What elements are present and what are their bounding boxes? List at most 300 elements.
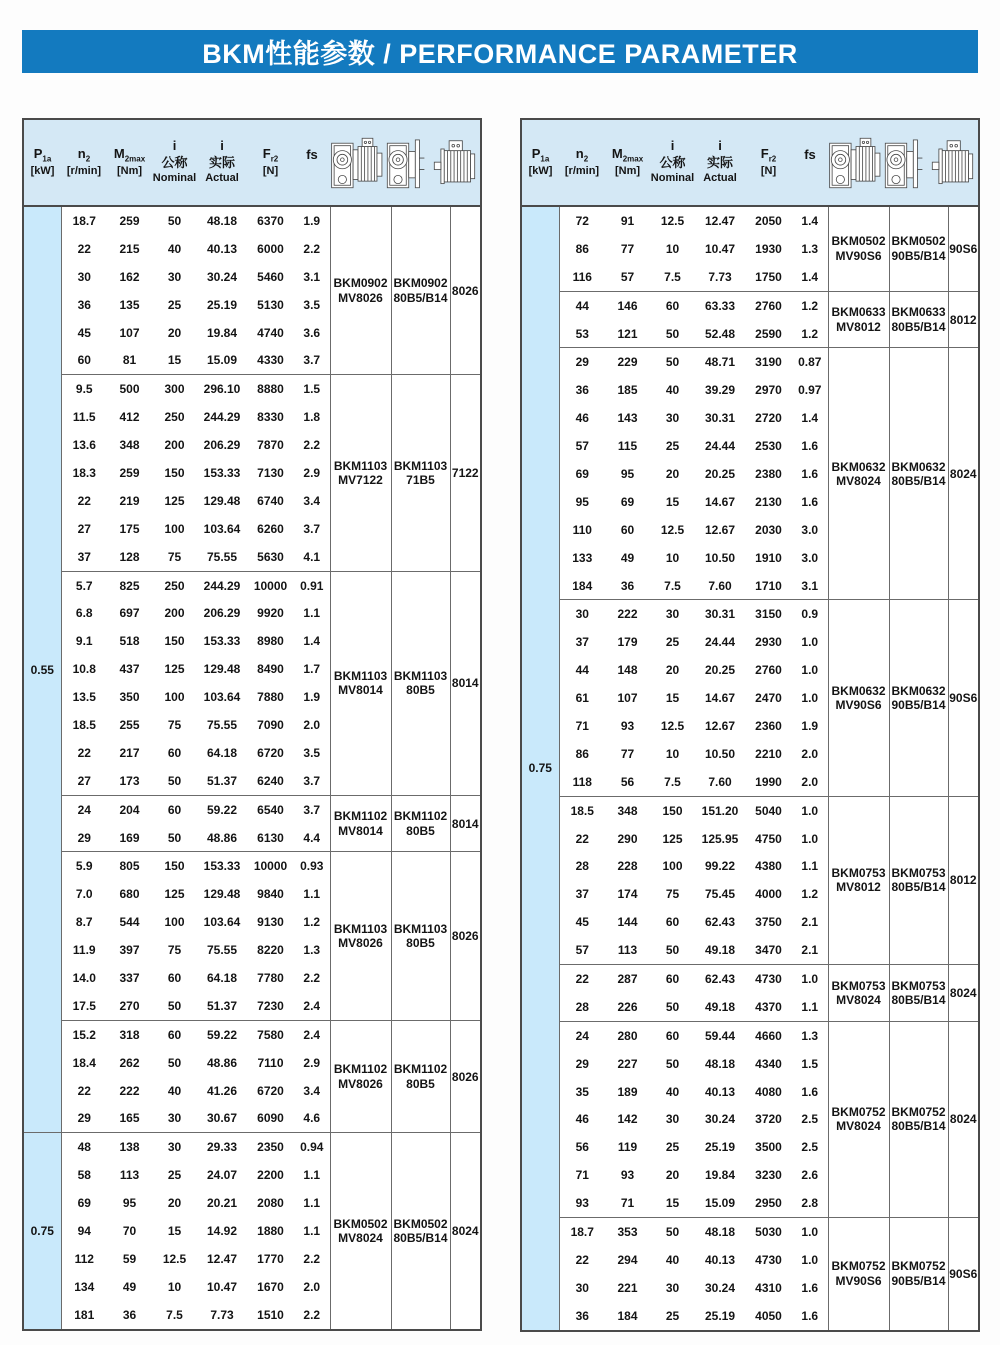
n2-cell: 30 xyxy=(575,1280,589,1295)
i-nominal-cell: 125 xyxy=(164,662,185,677)
model-line: BKM1103 xyxy=(393,921,448,936)
fr2-cell: 3720 xyxy=(755,1112,782,1127)
n2-cell: 44 xyxy=(559,291,605,319)
i-nominal-cell: 50 xyxy=(167,998,182,1013)
n2-cell: 18.3 xyxy=(72,465,96,480)
model-line: BKM0502 xyxy=(831,234,886,249)
n2-cell: 57 xyxy=(575,439,589,454)
fs-cell: 0.91 xyxy=(294,571,330,599)
i-nominal-cell: 100 xyxy=(662,859,683,874)
n2-cell: 60 xyxy=(77,353,91,368)
i-nominal-cell: 50 xyxy=(665,1056,680,1071)
n2-cell: 181 xyxy=(74,1307,95,1322)
i-actual-cell: 75.55 xyxy=(206,549,238,564)
i-nominal-cell: 15 xyxy=(167,353,182,368)
table-row xyxy=(23,852,481,880)
m2max-cell: 280 xyxy=(605,1021,650,1049)
fs-cell: 1.1 xyxy=(294,599,330,627)
fr2-cell: 1910 xyxy=(755,550,782,565)
fr2-cell: 4330 xyxy=(257,353,284,368)
fs-cell: 1.8 xyxy=(294,403,330,431)
i-nominal-cell: 10 xyxy=(665,241,680,256)
n2-cell: 15.2 xyxy=(61,1020,107,1048)
i-nominal-cell: 75 xyxy=(665,887,680,902)
power-cell: 0.55 xyxy=(23,206,61,1133)
i-actual-cell: 51.37 xyxy=(206,773,238,788)
m2max-cell: 138 xyxy=(107,1133,152,1161)
column-symbol: $M_{2max}$ xyxy=(113,145,146,164)
fr2-cell: 2970 xyxy=(755,383,782,398)
column-unit: Actual xyxy=(703,172,737,185)
fr2-cell: 5030 xyxy=(745,1218,792,1246)
fr2-cell: 8490 xyxy=(257,662,284,677)
m2max-cell: 119 xyxy=(617,1140,638,1155)
motor-size-cell: 8012 xyxy=(948,291,979,348)
column-unit: [Nm] xyxy=(116,165,143,178)
column-unit: Nominal xyxy=(152,172,197,185)
n2-cell: 10.8 xyxy=(72,662,96,677)
m2max-cell: 165 xyxy=(119,1111,140,1126)
fs-cell: 1.3 xyxy=(294,936,330,964)
n2-cell: 36 xyxy=(575,1308,589,1323)
i-nominal-cell: 150 xyxy=(152,852,197,880)
model-flange-cell xyxy=(391,852,450,1020)
fs-cell: 1.6 xyxy=(792,1274,828,1302)
m2max-cell: 318 xyxy=(107,1020,152,1048)
n2-cell: 72 xyxy=(575,213,589,228)
table-row xyxy=(521,1021,979,1049)
i-nominal-cell: 10 xyxy=(665,746,680,761)
fr2-cell: 8330 xyxy=(257,410,284,425)
model-line: BKM0902 xyxy=(333,276,388,291)
fs-cell: 1.1 xyxy=(294,1189,330,1217)
fr2-cell: 1510 xyxy=(257,1307,284,1322)
fs-cell: 1.9 xyxy=(294,206,330,235)
n2-cell: 93 xyxy=(575,1196,589,1211)
model-line: BKM0753 xyxy=(831,865,886,880)
n2-cell: 22 xyxy=(77,745,91,760)
m2max-cell: 69 xyxy=(620,494,635,509)
fs-cell: 3.4 xyxy=(294,1077,330,1105)
n2-cell: 44 xyxy=(575,663,589,678)
column-header-m2max xyxy=(605,119,650,206)
fs-cell: 1.5 xyxy=(792,1050,828,1078)
n2-cell: 116 xyxy=(572,269,592,284)
column-unit: [N] xyxy=(262,165,279,178)
model-flange-cell xyxy=(391,795,450,852)
table-row xyxy=(521,965,979,993)
m2max-cell: 95 xyxy=(620,466,635,481)
m2max-cell: 255 xyxy=(119,717,140,732)
model-line: BKM0632 xyxy=(891,683,946,698)
fs-cell: 2.1 xyxy=(792,936,828,964)
m2max-cell: 219 xyxy=(119,493,140,508)
n2-cell: 27 xyxy=(77,773,91,788)
i-nominal-cell: 100 xyxy=(164,690,185,705)
column-unit: [r/min] xyxy=(564,165,600,178)
i-actual-cell: 25.19 xyxy=(704,1140,736,1155)
m2max-cell: 59 xyxy=(122,1251,137,1266)
n2-cell: 5.7 xyxy=(61,571,107,599)
fs-cell: 2.6 xyxy=(792,1161,828,1189)
i-actual-cell: 48.71 xyxy=(695,348,745,376)
i-nominal-cell: 125 xyxy=(662,831,683,846)
i-nominal-cell: 15 xyxy=(167,1224,182,1238)
i-actual-cell: 40.13 xyxy=(704,1252,736,1267)
m2max-cell: 215 xyxy=(119,241,140,256)
i-actual-cell: 7.60 xyxy=(708,774,732,789)
m2max-cell: 204 xyxy=(107,795,152,823)
model-gearmotor-cell xyxy=(828,291,889,348)
n2-cell: 9.1 xyxy=(75,634,93,649)
fr2-cell: 10000 xyxy=(247,852,294,880)
model-line: BKM0753 xyxy=(891,978,946,993)
fr2-cell: 6720 xyxy=(257,745,284,760)
fr2-cell: 6740 xyxy=(257,493,284,508)
model-line: MV90S6 xyxy=(835,698,882,713)
model-line: MV8026 xyxy=(338,290,383,305)
fr2-cell: 3230 xyxy=(755,1168,782,1183)
m2max-cell: 77 xyxy=(620,241,635,256)
i-actual-cell: 30.31 xyxy=(704,411,736,426)
n2-cell: 184 xyxy=(572,578,593,593)
fr2-cell: 2050 xyxy=(755,213,782,228)
model-line: 90B5/B14 xyxy=(891,248,946,263)
m2max-cell: 350 xyxy=(119,690,140,705)
i-actual-cell: 20.25 xyxy=(704,663,736,678)
model-line: MV90S6 xyxy=(835,248,882,263)
fs-cell: 3.0 xyxy=(792,544,828,572)
model-gearmotor-cell xyxy=(330,571,391,795)
model-gearmotor-cell xyxy=(330,375,391,571)
fs-cell: 2.2 xyxy=(294,1245,330,1273)
i-nominal-cell: 250 xyxy=(164,410,185,425)
n2-cell: 36 xyxy=(575,383,589,398)
model-gearmotor-cell xyxy=(828,600,889,796)
i-nominal-cell: 125 xyxy=(164,493,185,508)
fr2-cell: 1670 xyxy=(257,1279,284,1294)
model-line: 80B5 xyxy=(406,1076,435,1091)
n2-cell: 9.5 xyxy=(61,375,107,403)
fr2-cell: 1770 xyxy=(257,1251,284,1266)
column-header-m2max xyxy=(107,119,152,206)
i-actual-cell: 7.73 xyxy=(210,1307,234,1322)
i-nominal-cell: 15 xyxy=(665,1196,680,1211)
fr2-cell: 4000 xyxy=(755,887,782,902)
n2-cell: 112 xyxy=(74,1251,94,1266)
model-line: BKM1102 xyxy=(333,809,388,824)
fr2-cell: 7110 xyxy=(257,1055,284,1070)
i-actual-cell: 40.13 xyxy=(206,241,238,256)
performance-table-right xyxy=(520,118,980,1332)
m2max-cell: 437 xyxy=(119,662,140,677)
i-actual-cell: 48.86 xyxy=(206,830,238,845)
i-actual-cell: 48.18 xyxy=(206,213,238,228)
fr2-cell: 2950 xyxy=(755,1196,782,1211)
fr2-cell: 4660 xyxy=(745,1021,792,1049)
i-actual-cell: 62.43 xyxy=(704,915,736,930)
n2-cell: 56 xyxy=(575,1140,589,1155)
n2-cell: 53 xyxy=(575,326,589,341)
i-actual-cell: 63.33 xyxy=(695,291,745,319)
fr2-cell: 2210 xyxy=(755,746,782,761)
fr2-cell: 3500 xyxy=(755,1140,782,1155)
i-actual-cell: 99.22 xyxy=(704,859,736,874)
n2-cell: 14.0 xyxy=(72,970,96,985)
m2max-cell: 189 xyxy=(617,1084,638,1099)
m2max-cell: 128 xyxy=(119,549,140,564)
fr2-cell: 2130 xyxy=(755,494,782,509)
m2max-cell: 107 xyxy=(617,691,638,706)
fr2-cell: 4310 xyxy=(755,1280,782,1295)
n2-cell: 57 xyxy=(575,943,589,958)
n2-cell: 48 xyxy=(61,1133,107,1161)
model-gearmotor-cell xyxy=(828,965,889,1022)
i-actual-cell: 15.09 xyxy=(704,1196,736,1211)
m2max-cell: 174 xyxy=(617,887,638,902)
i-nominal-cell: 50 xyxy=(665,999,680,1014)
m2max-cell: 49 xyxy=(620,550,635,565)
i-actual-cell: 52.48 xyxy=(704,326,736,341)
m2max-cell: 93 xyxy=(620,718,635,733)
table-row xyxy=(521,206,979,235)
fs-cell: 1.0 xyxy=(792,1246,828,1274)
fr2-cell: 3190 xyxy=(745,348,792,376)
model-line: 80B5/B14 xyxy=(891,992,946,1007)
fs-cell: 2.2 xyxy=(294,431,330,459)
m2max-cell: 135 xyxy=(119,297,140,312)
m2max-cell: 217 xyxy=(119,745,140,760)
fs-cell: 2.8 xyxy=(792,1189,828,1217)
i-nominal-cell: 40 xyxy=(167,241,182,256)
fs-cell: 2.5 xyxy=(792,1106,828,1134)
fr2-cell: 3750 xyxy=(755,915,782,930)
motor-size-cell: 7122 xyxy=(450,375,481,571)
n2-cell: 22 xyxy=(575,831,589,846)
n2-cell: 18.5 xyxy=(559,796,605,824)
model-flange-cell xyxy=(889,348,948,600)
m2max-cell: 353 xyxy=(605,1218,650,1246)
i-actual-cell: 62.43 xyxy=(695,965,745,993)
m2max-cell: 60 xyxy=(620,522,635,537)
fs-cell: 1.2 xyxy=(792,320,828,348)
fr2-cell: 9840 xyxy=(257,887,284,902)
fr2-cell: 10000 xyxy=(247,571,294,599)
i-actual-cell: 64.18 xyxy=(206,970,238,985)
model-line: BKM0633 xyxy=(891,305,946,320)
fs-cell: 3.0 xyxy=(792,516,828,544)
model-line: BKM1102 xyxy=(393,1062,448,1077)
i-actual-cell: 103.64 xyxy=(203,915,241,930)
model-flange-cell xyxy=(391,1020,450,1133)
i-actual-cell: 15.09 xyxy=(206,353,238,368)
m2max-cell: 81 xyxy=(122,353,137,368)
motor-size-cell: 8024 xyxy=(450,1133,481,1330)
model-line: 80B5 xyxy=(406,823,435,838)
i-nominal-cell: 25 xyxy=(665,1308,680,1323)
fr2-cell: 4050 xyxy=(755,1308,782,1323)
model-gearmotor-cell xyxy=(330,1133,391,1330)
m2max-cell: 290 xyxy=(617,831,638,846)
i-actual-cell: 39.29 xyxy=(704,383,736,398)
i-actual-cell: 41.26 xyxy=(206,1083,238,1098)
i-actual-cell: 48.86 xyxy=(206,1055,238,1070)
fs-cell: 3.5 xyxy=(294,291,330,319)
i-actual-cell: 129.48 xyxy=(203,662,241,677)
fr2-cell: 7230 xyxy=(257,998,284,1013)
page-title: BKM性能参数 / PERFORMANCE PARAMETER xyxy=(202,39,798,69)
model-line: BKM0632 xyxy=(831,683,886,698)
motor-size-cell: 8026 xyxy=(450,1020,481,1133)
n2-cell: 58 xyxy=(77,1168,91,1183)
fs-cell: 1.2 xyxy=(294,908,330,936)
fs-cell: 1.6 xyxy=(792,1302,828,1331)
n2-cell: 86 xyxy=(575,241,589,256)
fs-cell: 3.1 xyxy=(294,263,330,291)
i-nominal-cell: 7.5 xyxy=(664,774,681,789)
i-actual-cell: 59.22 xyxy=(197,1020,247,1048)
model-flange-cell xyxy=(889,600,948,796)
m2max-cell: 121 xyxy=(617,326,638,341)
fr2-cell: 7090 xyxy=(257,717,284,732)
i-nominal-cell: 150 xyxy=(164,634,185,649)
page-title-banner xyxy=(22,30,978,73)
model-line: BKM0902 xyxy=(393,276,448,291)
model-gearmotor-cell xyxy=(828,206,889,291)
column-header-models xyxy=(828,119,979,206)
fr2-cell: 4730 xyxy=(755,1252,782,1267)
i-nominal-cell: 50 xyxy=(650,1218,695,1246)
fr2-cell: 2030 xyxy=(755,522,782,537)
fs-cell: 1.0 xyxy=(792,628,828,656)
column-symbol: $P_{1a}$ xyxy=(33,145,52,164)
header-row xyxy=(23,119,481,206)
i-nominal-cell: 150 xyxy=(650,796,695,824)
fs-cell: 1.6 xyxy=(792,1078,828,1106)
m2max-cell: 144 xyxy=(617,915,638,930)
m2max-cell: 56 xyxy=(620,774,635,789)
power-cell: 0.75 xyxy=(521,206,559,1331)
model-gearmotor-cell xyxy=(330,1020,391,1133)
column-symbol: $M_{2max}$ xyxy=(611,145,644,164)
model-flange-cell xyxy=(889,1021,948,1217)
i-actual-cell: 30.67 xyxy=(206,1111,238,1126)
fs-cell: 1.9 xyxy=(294,683,330,711)
fs-cell: 1.2 xyxy=(792,880,828,908)
column-header-n2 xyxy=(61,119,107,206)
motor-size-cell: 8024 xyxy=(948,965,979,1022)
n2-cell: 69 xyxy=(77,1196,91,1211)
i-actual-cell: 24.44 xyxy=(704,635,736,650)
fr2-cell: 9130 xyxy=(257,915,284,930)
m2max-cell: 348 xyxy=(605,796,650,824)
i-actual-cell: 48.18 xyxy=(695,1218,745,1246)
fs-cell: 1.3 xyxy=(792,235,828,263)
i-nominal-cell: 200 xyxy=(164,438,185,453)
i-nominal-cell: 30 xyxy=(665,411,680,426)
i-actual-cell: 25.19 xyxy=(206,297,238,312)
m2max-cell: 91 xyxy=(620,213,635,228)
column-header-i-actual xyxy=(197,119,247,206)
column-header-n2 xyxy=(559,119,605,206)
i-nominal-cell: 50 xyxy=(650,348,695,376)
m2max-cell: 229 xyxy=(605,348,650,376)
column-symbol: 实际 xyxy=(706,155,733,171)
fr2-cell: 8980 xyxy=(257,634,284,649)
m2max-cell: 825 xyxy=(107,571,152,599)
model-line: BKM1103 xyxy=(333,458,388,473)
n2-cell: 133 xyxy=(572,550,593,565)
model-line: MV8024 xyxy=(338,1231,383,1245)
column-header-fr2 xyxy=(745,119,792,206)
m2max-cell: 146 xyxy=(605,291,650,319)
fs-cell: 1.9 xyxy=(792,712,828,740)
i-actual-cell: 10.47 xyxy=(206,1279,238,1294)
fs-cell: 3.7 xyxy=(294,515,330,543)
i-nominal-cell: 12.5 xyxy=(660,213,685,228)
model-line: BKM0502 xyxy=(393,1216,448,1231)
n2-cell: 28 xyxy=(575,999,589,1014)
i-actual-cell: 10.50 xyxy=(704,746,736,761)
i-nominal-cell: 20 xyxy=(665,1168,680,1183)
fr2-cell: 2720 xyxy=(755,411,782,426)
n2-cell: 22 xyxy=(77,1083,91,1098)
i-actual-cell: 30.24 xyxy=(206,269,238,284)
model-line: 90B5/B14 xyxy=(891,698,946,713)
column-symbol: fs xyxy=(804,147,816,163)
n2-cell: 61 xyxy=(575,691,589,706)
m2max-cell: 500 xyxy=(107,375,152,403)
i-nominal-cell: 250 xyxy=(152,571,197,599)
column-symbol: $n_2$ xyxy=(575,145,589,164)
model-line: BKM1102 xyxy=(333,1062,388,1077)
column-header-models xyxy=(330,119,481,206)
fs-cell: 2.1 xyxy=(792,908,828,936)
n2-cell: 24 xyxy=(61,795,107,823)
column-symbol: 公称 xyxy=(659,155,686,171)
i-nominal-cell: 30 xyxy=(665,1112,680,1127)
table-row xyxy=(23,795,481,823)
i-actual-cell: 14.67 xyxy=(704,691,736,706)
n2-cell: 5.9 xyxy=(61,852,107,880)
i-actual-cell: 12.67 xyxy=(704,718,736,733)
i-nominal-cell: 40 xyxy=(665,1084,680,1099)
m2max-cell: 175 xyxy=(119,521,140,536)
performance-table-left xyxy=(22,118,482,1331)
fs-cell: 1.6 xyxy=(792,460,828,488)
n2-cell: 13.5 xyxy=(72,690,96,705)
i-actual-cell: 103.64 xyxy=(203,521,241,536)
model-flange-cell xyxy=(889,291,948,348)
m2max-cell: 113 xyxy=(119,1168,140,1183)
m2max-cell: 169 xyxy=(119,830,140,845)
i-nominal-cell: 60 xyxy=(152,1020,197,1048)
model-line: 80B5/B14 xyxy=(891,319,946,334)
i-actual-cell: 12.47 xyxy=(704,213,736,228)
model-line: BKM0632 xyxy=(891,459,946,474)
i-actual-cell: 20.25 xyxy=(704,466,736,481)
m2max-cell: 680 xyxy=(119,887,140,902)
column-symbol: $P_{1a}$ xyxy=(531,145,550,164)
n2-cell: 11.5 xyxy=(72,410,96,425)
i-actual-cell: 244.29 xyxy=(203,410,241,425)
fs-cell: 2.2 xyxy=(294,1301,330,1330)
model-line: BKM0753 xyxy=(891,865,946,880)
motor-size-cell: 8014 xyxy=(450,795,481,852)
i-nominal-cell: 75 xyxy=(167,717,182,732)
model-line: BKM0752 xyxy=(891,1259,946,1274)
model-line: 71B5 xyxy=(406,472,435,487)
